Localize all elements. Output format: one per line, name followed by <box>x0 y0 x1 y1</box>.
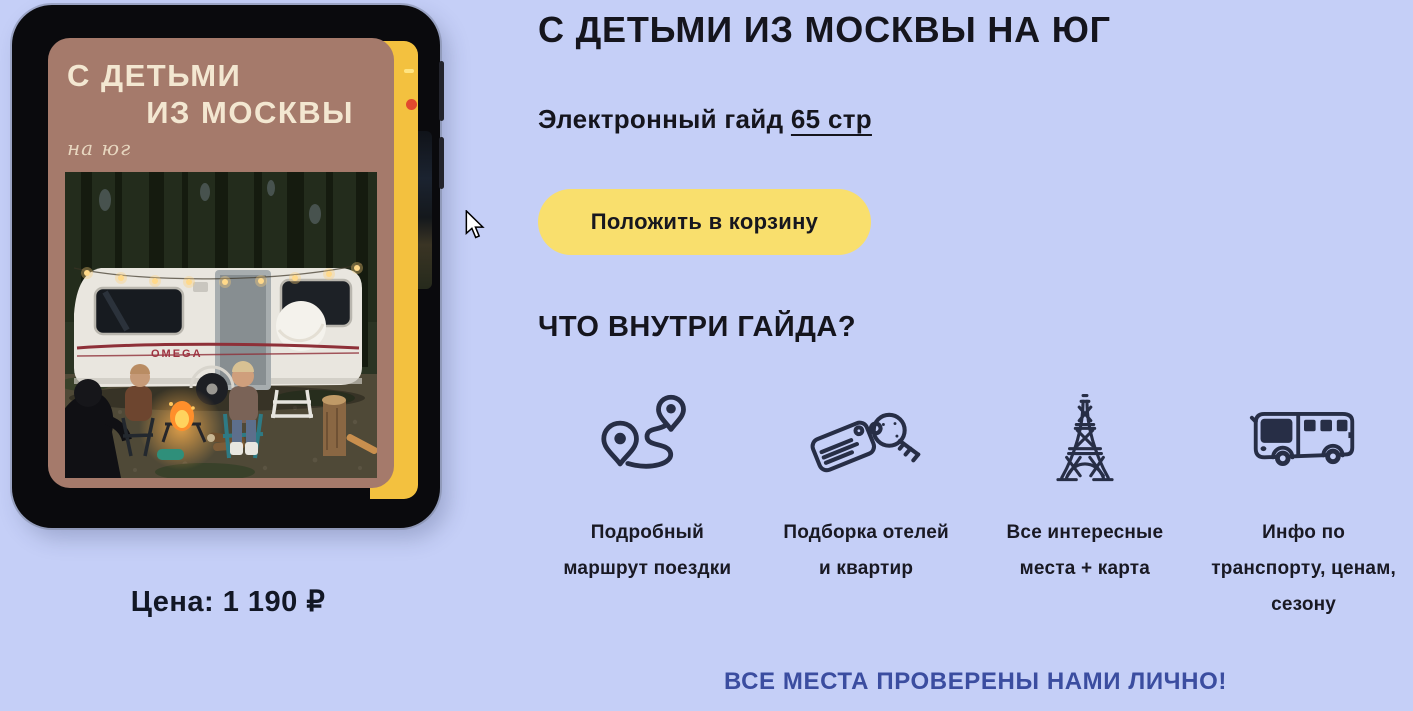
add-to-cart-button[interactable]: Положить в корзину <box>538 189 871 255</box>
cover-title-line2: ИЗ МОСКВЫ <box>146 95 354 130</box>
feature-places <box>976 385 1195 623</box>
hotel-key-icon <box>808 385 924 493</box>
eiffel-tower-icon <box>1056 385 1114 493</box>
route-icon <box>599 385 695 493</box>
yellow-page-dot <box>406 99 417 110</box>
feature-label: Подборка отелей и квартир <box>783 522 949 579</box>
features-row <box>538 385 1413 623</box>
feature-route <box>538 385 757 623</box>
page-title: С ДЕТЬМИ ИЗ МОСКВЫ НА ЮГ <box>538 9 1111 50</box>
cover-title-line1: С ДЕТЬМИ <box>67 58 242 93</box>
tablet-power-button <box>439 61 444 121</box>
cover-photo-campsite <box>65 172 377 478</box>
tablet-volume-button <box>439 137 444 189</box>
feature-label: Инфо по транспорту, ценам, сезону <box>1211 522 1396 615</box>
feature-label: Все интересные места + карта <box>1006 522 1164 579</box>
price-label: Цена: 1 190 ₽ <box>130 586 326 618</box>
mouse-cursor-icon <box>464 210 486 240</box>
feature-transport <box>1194 385 1413 623</box>
bus-icon <box>1248 385 1360 493</box>
caravan-brand-label: OMEGA <box>151 348 203 360</box>
feature-label: Подробный маршрут поездки <box>563 522 732 579</box>
whats-inside-heading: ЧТО ВНУТРИ ГАЙДА? <box>538 311 857 343</box>
format-line <box>538 104 872 135</box>
cover-title <box>48 38 394 131</box>
cover-subtitle: на юг <box>67 136 132 160</box>
feature-hotels <box>757 385 976 623</box>
format-label: Электронный гайд <box>538 104 784 134</box>
tablet-mockup <box>12 5 440 528</box>
verified-note: ВСЕ МЕСТА ПРОВЕРЕНЫ НАМИ ЛИЧНО! <box>724 668 1227 695</box>
guide-cover-page <box>48 38 394 488</box>
yellow-page-detail <box>404 69 414 73</box>
pages-link[interactable]: 65 стр <box>790 104 872 134</box>
